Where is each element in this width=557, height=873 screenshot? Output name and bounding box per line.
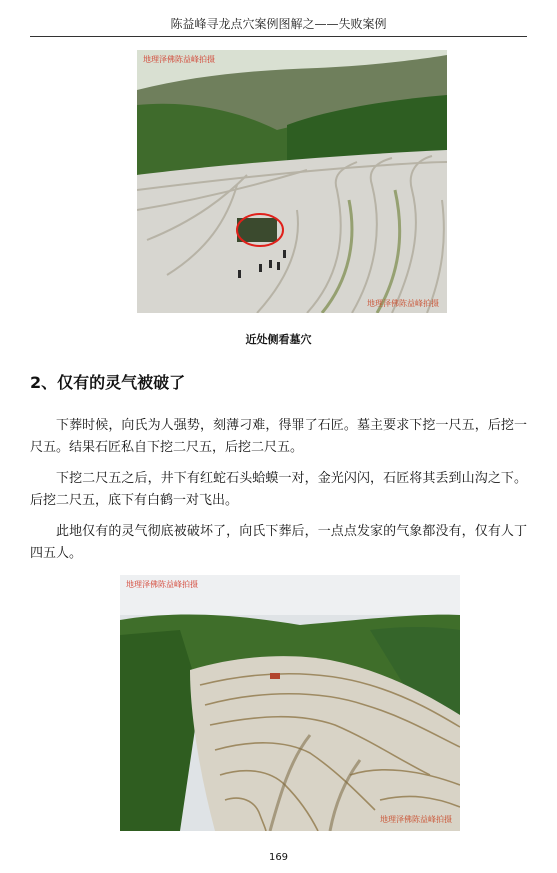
photo-watermark-top: 地理泽佛陈益峰拍摄 <box>126 580 198 589</box>
paragraph-1: 下葬时候，向氏为人强势，刻薄刁难，得罪了石匠。墓主要求下挖一尺五，后挖一尺五。结果石匠私自下挖二尺五，后挖二尺五。 <box>30 418 527 455</box>
photo-watermark-bottom: 地理泽佛陈益峰拍摄 <box>367 299 439 308</box>
page-number: 169 <box>268 852 289 863</box>
paragraph-2: 下挖二尺五之后，井下有红蛇石头蛤蟆一对，金光闪闪，石匠将其丢到山沟之下。后挖二尺五，底下有白鹤一对飞出。 <box>30 471 527 508</box>
paragraph-3: 此地仅有的灵气彻底被破坏了，向氏下葬后，一点点发家的气象都没有，仅有人丁四五人。 <box>30 524 527 561</box>
aerial-photo-illustration <box>120 575 460 831</box>
photo-watermark-bottom: 地理泽佛陈益峰拍摄 <box>380 815 452 824</box>
terrace-photo-illustration <box>137 50 447 313</box>
figure-caption: 近处侧看墓穴 <box>245 333 312 346</box>
aerial-terrace-photo <box>120 575 460 831</box>
tomb-closeup-photo <box>137 50 447 313</box>
header-title: 陈益峰寻龙点穴案例图解之——失败案例 <box>170 17 387 31</box>
section-heading: 2、仅有的灵气被破了 <box>30 373 186 392</box>
photo-watermark-top: 地理泽佛陈益峰拍摄 <box>143 55 215 64</box>
page-header <box>30 14 527 37</box>
